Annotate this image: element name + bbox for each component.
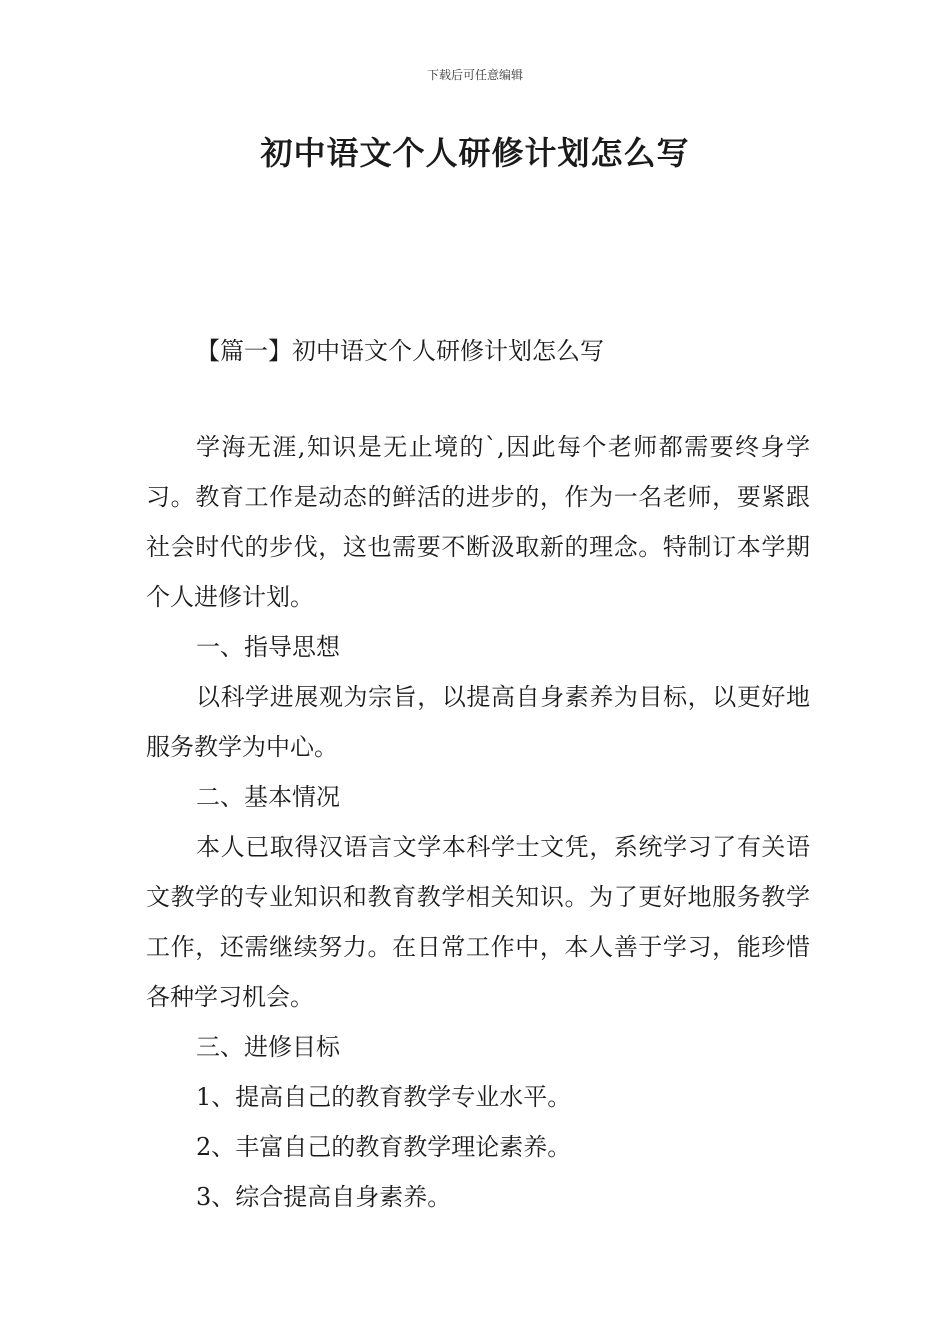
paragraph-intro: 学海无涯,知识是无止境的`,因此每个老师都需要终身学习。教育工作是动态的鲜活的进步的，作为一名老师，要紧跟社会时代的步伐，这也需要不断汲取新的理念。特制订本学期个人进修计划。	[146, 433, 810, 611]
paragraph-basic-situation: 本人已取得汉语言文学本科学士文凭，系统学习了有关语文教学的专业知识和教育教学相关知识。为了更好地服务教学工作，还需继续努力。在日常工作中，本人善于学习，能珍惜各种学习机会。	[146, 833, 810, 1011]
document-body	[146, 422, 810, 1222]
goal-item-3: 3、综合提高自身素养。	[196, 1183, 452, 1211]
heading-basic-situation: 二、基本情况	[196, 783, 340, 811]
heading-guiding-thought: 一、指导思想	[196, 633, 340, 661]
goal-item-1: 1、提高自己的教育教学专业水平。	[196, 1083, 572, 1111]
heading-study-goals: 三、进修目标	[196, 1033, 340, 1061]
goal-item-2: 2、丰富自己的教育教学理论素养。	[196, 1133, 572, 1161]
header-note: 下载后可任意编辑	[426, 68, 523, 82]
document-title: 初中语文个人研修计划怎么写	[260, 134, 690, 172]
paragraph-guiding-thought: 以科学进展观为宗旨，以提高自身素养为目标，以更好地服务教学为中心。	[146, 683, 810, 761]
section-title: 【篇一】初中语文个人研修计划怎么写	[196, 337, 604, 365]
